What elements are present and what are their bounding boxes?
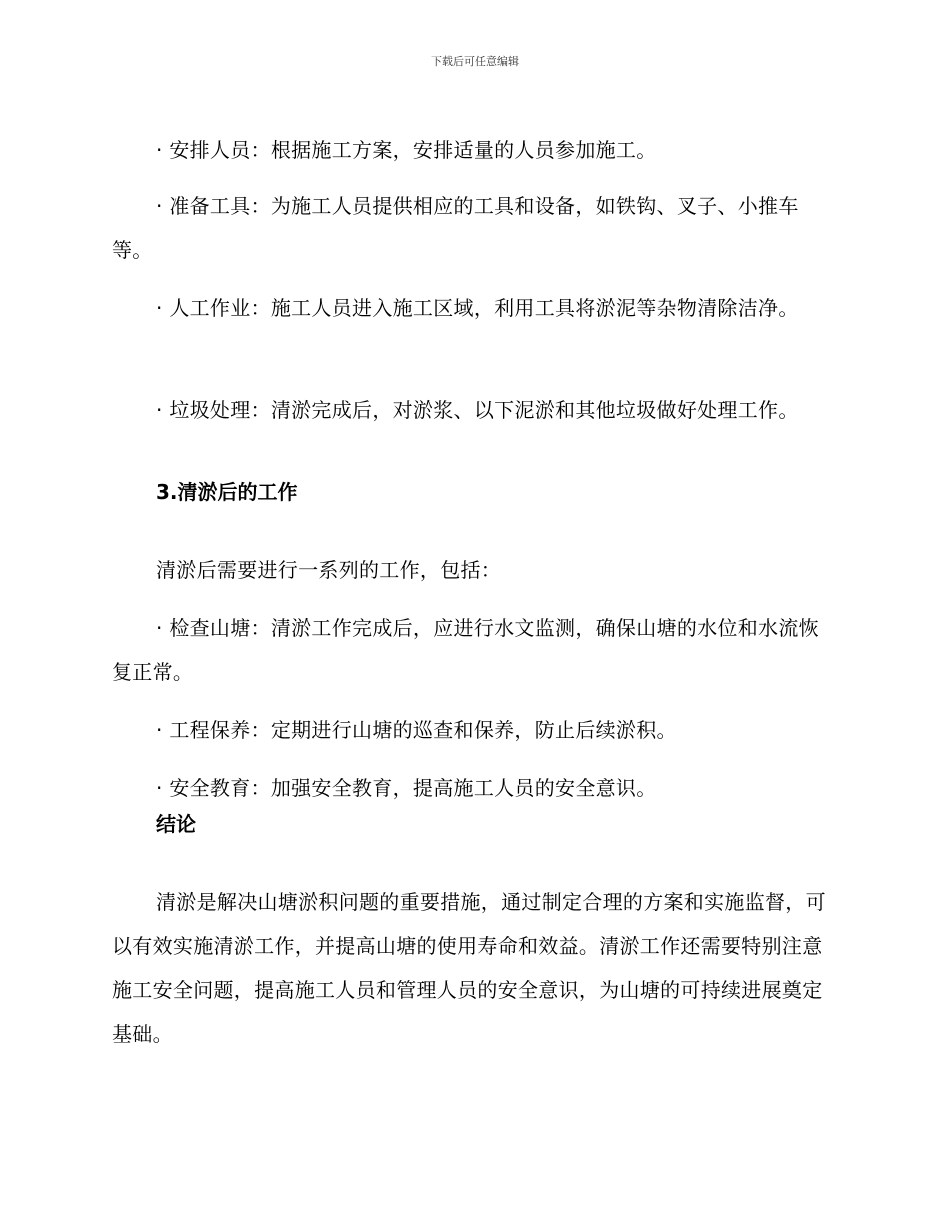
paragraph-conclusion: 清淤是解决山塘淤积问题的重要措施，通过制定合理的方案和实施监督，可以有效实施清淤工作，并提高山塘的使用寿命和效益。清淤工作还需要特别注意施工安全问题，提高施工人员和管理人员的安全意识，为山塘的可持续进展奠定基础。: [112, 890, 826, 1046]
section-heading-after-dredging: 3.清淤后的工作: [156, 480, 298, 504]
paragraph-safety-education: · 安全教育：加强安全教育，提高施工人员的安全意识。: [156, 776, 657, 800]
paragraph-maintenance: · 工程保养：定期进行山塘的巡查和保养，防止后续淤积。: [156, 718, 677, 742]
paragraph-after-dredging-intro: 清淤后需要进行一系列的工作，包括：: [156, 558, 502, 582]
section-heading-conclusion: 结论: [156, 812, 196, 836]
paragraph-prepare-tools: · 准备工具：为施工人员提供相应的工具和设备，如铁钩、叉子、小推车等。: [112, 194, 799, 262]
paragraph-inspect-pond: · 检查山塘：清淤工作完成后，应进行水文监测，确保山塘的水位和水流恢复正常。: [112, 616, 819, 684]
page-header: 下载后可任意编辑: [431, 55, 519, 68]
paragraph-arrange-staff: · 安排人员：根据施工方案，安排适量的人员参加施工。: [156, 138, 657, 162]
paragraph-waste-handling: · 垃圾处理：清淤完成后，对淤浆、以下泥淤和其他垃圾做好处理工作。: [156, 398, 799, 422]
paragraph-manual-work: · 人工作业：施工人员进入施工区域，利用工具将淤泥等杂物清除洁净。: [156, 296, 799, 320]
